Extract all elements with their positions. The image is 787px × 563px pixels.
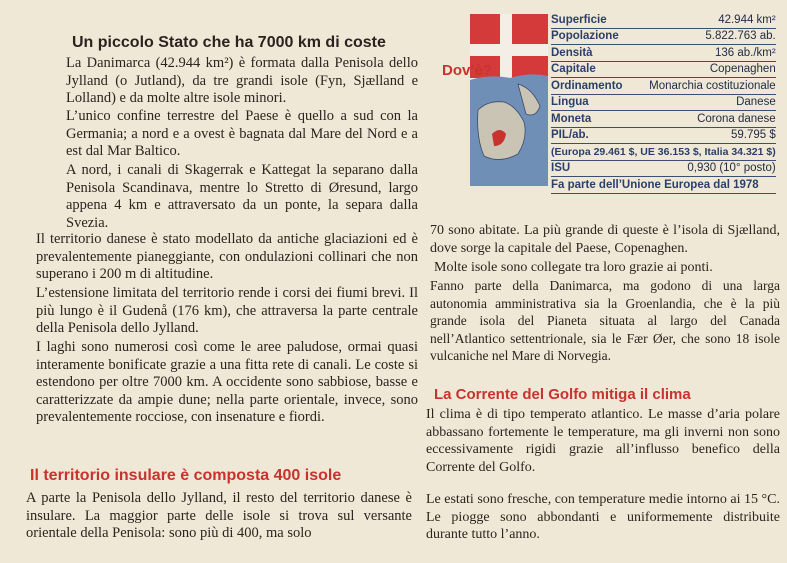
fact-key: Superficie: [551, 12, 632, 28]
fact-key: Lingua: [551, 94, 632, 111]
fact-row: [551, 94, 776, 111]
paragraph-estati: Le estati sono fresche, con temperature medie intorno ai 15 °C. Le piogge sono abbondanti e uniformemente distribuite durante tutto l’anno.: [426, 492, 780, 543]
fact-key: PIL/ab.: [551, 127, 632, 144]
fact-value: 0,930 (10° posto): [632, 160, 776, 177]
fact-key: Popolazione: [551, 28, 632, 45]
fact-value: Copenaghen: [632, 61, 776, 78]
flag-red-top-right: [512, 14, 548, 44]
fact-row: [551, 177, 776, 194]
paragraph-isole-abitate: 70 sono abitate. La più grande di queste è l’isola di Sjælland, dove sorge la capitale del Paese, Copenaghen.: [430, 223, 780, 256]
facts-table: [551, 12, 776, 194]
fact-row: [551, 45, 776, 62]
section-title-coste: Un piccolo Stato che ha 7000 km di coste: [72, 34, 386, 51]
fact-row: [551, 61, 776, 78]
fact-row: [551, 78, 776, 95]
fact-row: [551, 28, 776, 45]
paragraph-autonomie: Fanno parte della Danimarca, ma godono di una larga autonomia amministrativa sia la Groenlandia, che è la più grande isola del Pianeta situata al largo del Canada nell’Atlantico settentrionale, sia le Fær Øer, che sono 18 isole vulcaniche nel Mare di Norvegia.: [430, 278, 780, 364]
fact-value: 136 ab./km²: [632, 45, 776, 62]
fact-value: Danese: [632, 94, 776, 111]
fact-key: Capitale: [551, 61, 632, 78]
fact-key: Moneta: [551, 111, 632, 128]
paragraph-ponti: Molte isole sono collegate tra loro grazie ai ponti.: [434, 260, 713, 275]
fact-value: Monarchia costituzionale: [632, 78, 776, 95]
fact-value: 42.944 km²: [632, 12, 776, 28]
flag-red-top-left: [470, 14, 500, 44]
paragraph-danimarca: La Danimarca (42.944 km²) è formata dalla Penisola dello Jylland (o Jutland), da tre grandi isole (Fyn, Sjælland e Lolland) e da molte altre isole minori.: [66, 55, 418, 107]
fact-value: Corona danese: [632, 111, 776, 128]
fact-row: [551, 144, 776, 161]
map-label: Dov’è?: [442, 62, 493, 79]
paragraph-insulare: A parte la Penisola dello Jylland, il resto del territorio danese è insulare. La maggior parte delle isole si trova sul versante orientale della Penisola: sono più di 400, ma solo: [26, 490, 412, 542]
paragraph-fiumi: L’estensione limitata del territorio rende i corsi dei fiumi brevi. Il più lungo è il Gudenå (176 km), che attraversa la parte centrale della Penisola dello Jylland.: [36, 285, 418, 337]
fact-value: 5.822.763 ab.: [632, 28, 776, 45]
denmark-flag-map: [470, 14, 548, 186]
paragraph-clima: Il clima è di tipo temperato atlantico. Le masse d’aria polare abbassano fortemente le temperature, ma gli inverni non sono eccessivamente rigidi grazie all’influsso benefico della Corrente del Golfo.: [426, 407, 780, 475]
paragraph-territorio: Il territorio danese è stato modellato da antiche glaciazioni ed è prevalentemente pianeggiante, con ondulazioni collinari che non superano i 200 m di altitudine.: [36, 231, 418, 283]
fact-row: [551, 12, 776, 28]
fact-row: [551, 127, 776, 144]
paragraph-confini: L’unico confine terrestre del Paese è quello a sud con la Germania; a nord e a ovest è bagnata dal Mare del Nord e a est dal Mar Baltico.: [66, 108, 418, 160]
section-title-insulare: Il territorio insulare è composta 400 isole: [30, 467, 342, 484]
fact-key: Densità: [551, 45, 632, 62]
paragraph-canali: A nord, i canali di Skagerrak e Kattegat la separano dalla Penisola Scandinava, mentre lo Stretto di Øresund, largo appena 4 km e attraversato da un ponte, la separa dalla Svezia.: [66, 162, 418, 231]
fact-row: [551, 160, 776, 177]
fact-key: (Europa 29.461 $, UE 36.153 $, Italia 34.321 $): [551, 144, 776, 161]
fact-value: 59.795 $: [632, 127, 776, 144]
fact-key: ISU: [551, 160, 632, 177]
fact-key: Ordinamento: [551, 78, 632, 95]
paragraph-laghi-coste: I laghi sono numerosi così come le aree paludose, ormai quasi interamente bonificate grazie a una fitta rete di canali. Le coste si estendono per oltre 7000 km. A occidente sono sabbiose, basse e caratterizzate da ampie dune; nella parte orientale, invece, sono prevalentemente rocciose, con insenature e fiordi.: [36, 339, 418, 426]
section-title-clima: La Corrente del Golfo mitiga il clima: [434, 386, 691, 403]
fact-row: [551, 111, 776, 128]
fact-key: Fa parte dell’Unione Europea dal 1978: [551, 177, 776, 194]
